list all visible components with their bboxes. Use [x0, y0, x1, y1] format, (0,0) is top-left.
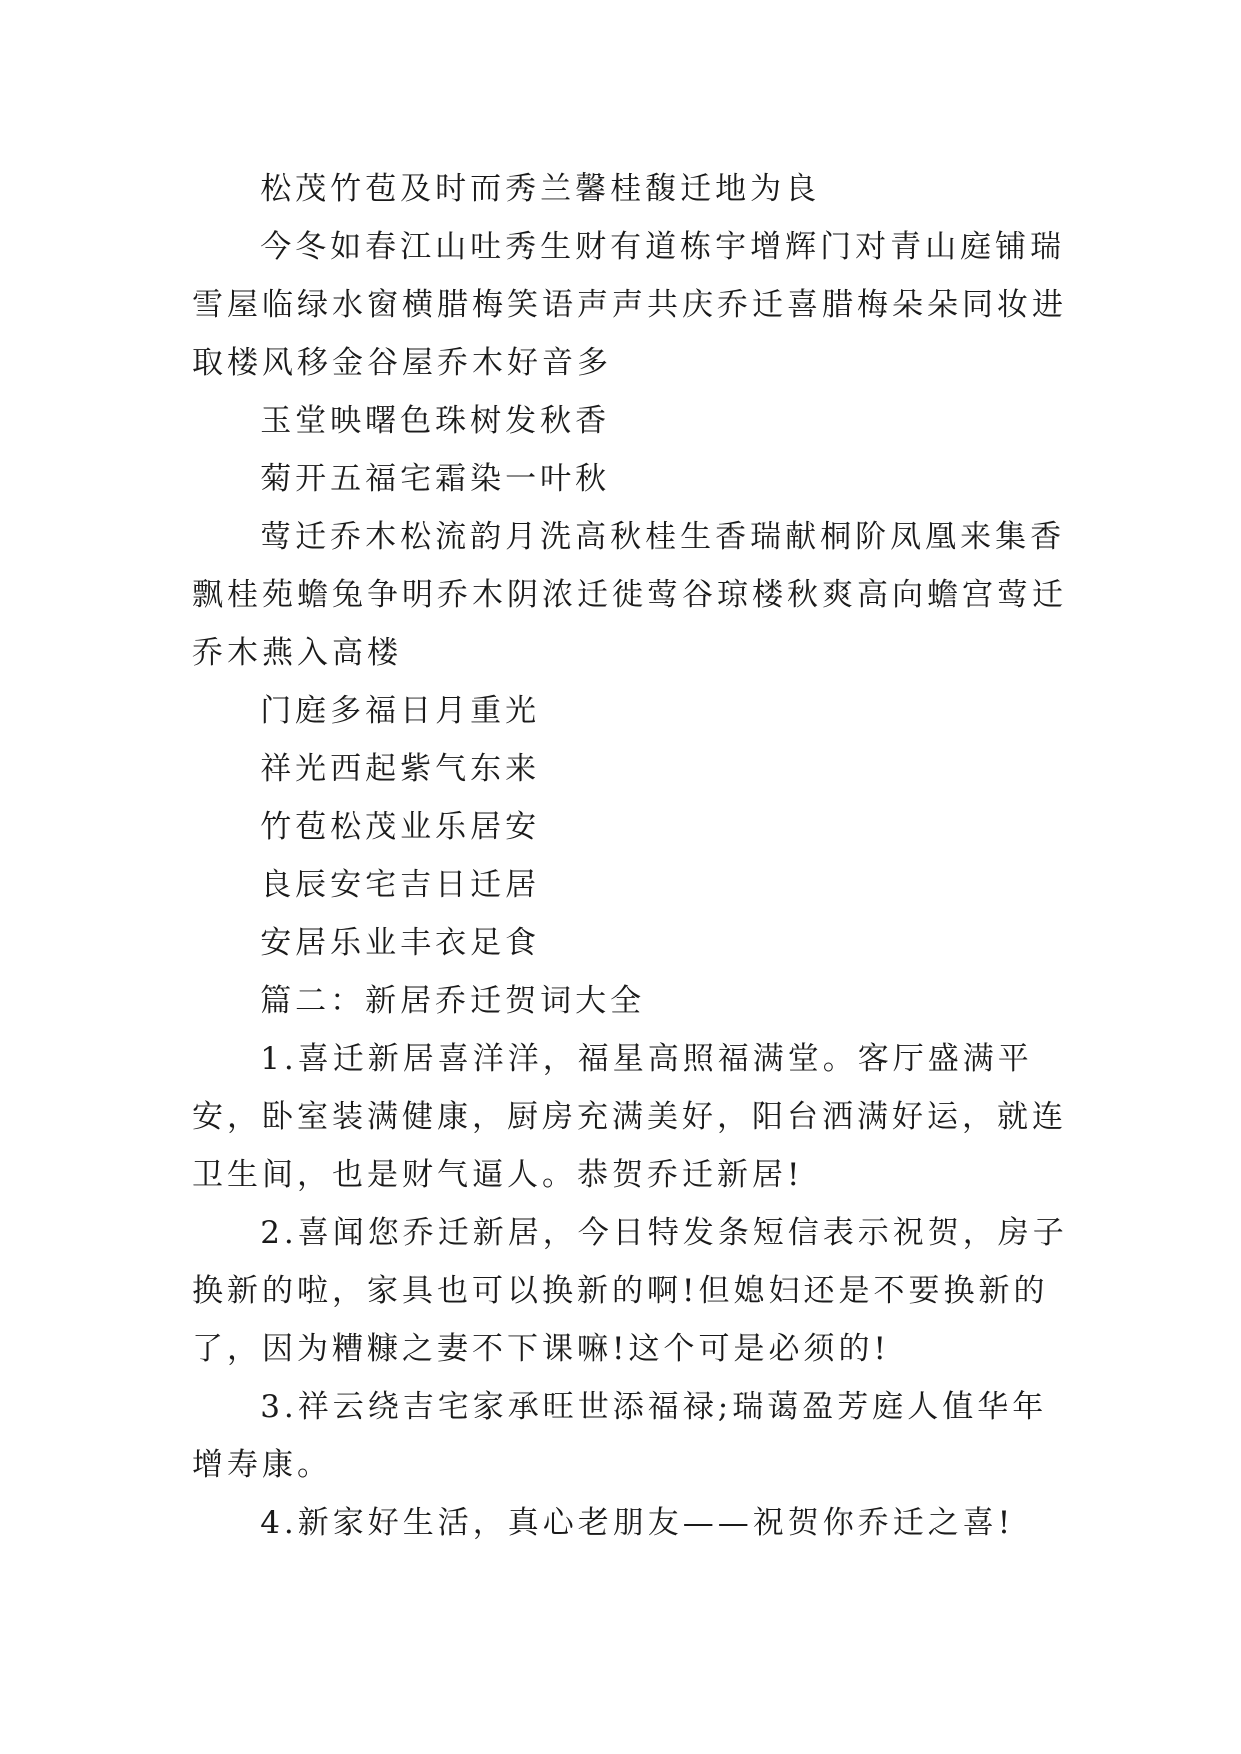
paragraph: 菊开五福宅霜染一叶秋: [260, 461, 611, 497]
paragraph: 莺迁乔木松流韵月洗高秋桂生香瑞献桐阶凤凰来集香飘桂苑蟾兔争明乔木阴浓迁徙莺谷琼楼秋爽高向蟾宫莺迁乔木燕入高楼: [192, 519, 1067, 671]
paragraph: 今冬如春江山吐秀生财有道栋宇增辉门对青山庭铺瑞雪屋临绿水窗横腊梅笑语声声共庆乔迁喜腊梅朵朵同妆进取楼风移金谷屋乔木好音多: [192, 229, 1067, 381]
paragraph: 2.喜闻您乔迁新居，今日特发条短信表示祝贺，房子换新的啦，家具也可以换新的啊!但媳妇还是不要换新的了，因为糟糠之妻不下课嘛!这个可是必须的!: [192, 1215, 1068, 1367]
paragraph: 1.喜迁新居喜洋洋，福星高照福满堂。客厅盛满平安，卧室装满健康，厨房充满美好，阳台洒满好运，就连卫生间，也是财气逼人。恭贺乔迁新居!: [192, 1041, 1067, 1193]
paragraph: 良辰安宅吉日迁居: [260, 867, 541, 903]
paragraph: 3.祥云绕吉宅家承旺世添福禄;瑞蔼盈芳庭人值华年增寿康。: [192, 1389, 1048, 1483]
paragraph: 玉堂映曙色珠树发秋香: [260, 403, 611, 439]
paragraph: 松茂竹苞及时而秀兰馨桂馥迁地为良: [260, 171, 821, 207]
document-body: [192, 160, 1072, 1552]
paragraph: 4.新家好生活，真心老朋友——祝贺你乔迁之喜!: [260, 1505, 1015, 1541]
paragraph: 祥光西起紫气东来: [260, 751, 541, 787]
section-heading: 篇二：新居乔迁贺词大全: [260, 983, 646, 1019]
paragraph: 竹苞松茂业乐居安: [260, 809, 541, 845]
paragraph: 门庭多福日月重光: [260, 693, 541, 729]
paragraph: 安居乐业丰衣足食: [260, 925, 541, 961]
